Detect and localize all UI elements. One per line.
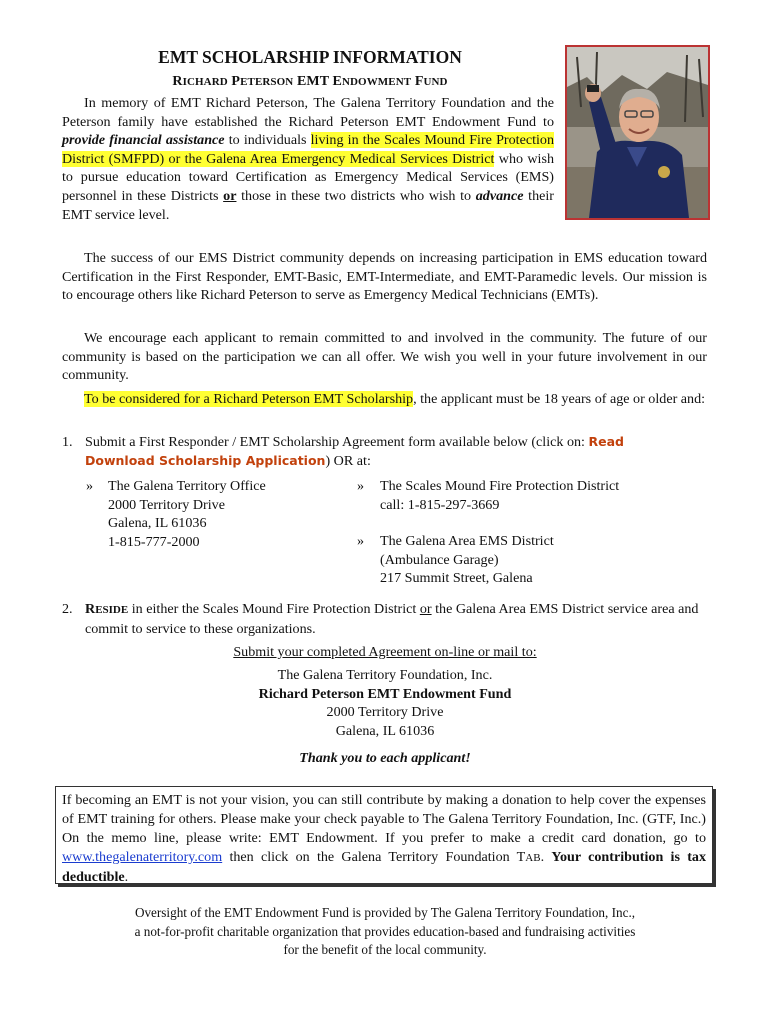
- website-link[interactable]: www.thegalenaterritory.com: [62, 849, 223, 865]
- item-1-text: Submit a First Responder / EMT Scholarship Agreement form available below (click on: Read Download Scholarship Application) OR at:: [85, 434, 624, 469]
- galena-territory-office-address: The Galena Territory Office 2000 Territory Drive Galena, IL 61036 1-815-777-2000: [108, 478, 266, 550]
- item-2-text: RESIDE in either the Scales Mound Fire Protection District or the Galena Area EMS District service area and commit to service to these organizations.: [85, 601, 699, 637]
- page-title: EMT SCHOLARSHIP INFORMATION: [158, 47, 462, 67]
- bullet-marker: »: [357, 533, 365, 549]
- richard-peterson-photo: [565, 45, 710, 220]
- eligibility-paragraph: To be considered for a Richard Peterson EMT Scholarship, the applicant must be 18 years of age or older and:: [84, 391, 706, 407]
- galena-ems-address: The Galena Area EMS District (Ambulance Garage) 217 Summit Street, Galena: [380, 533, 554, 587]
- thank-you-note: Thank you to each applicant!: [299, 750, 471, 766]
- submit-instruction: Submit your completed Agreement on-line or mail to:: [233, 644, 537, 660]
- read-link[interactable]: Read: [588, 434, 624, 449]
- item-2-number: 2.: [62, 601, 73, 617]
- community-paragraph: We encourage each applicant to remain committed to and involved in the community. The future of our community is based on the participation we can all offer. We wish you well in your future involvement in our community.: [62, 330, 707, 384]
- smfpd-contact: The Scales Mound Fire Protection District call: 1-815-297-3669: [380, 478, 620, 513]
- download-application-link[interactable]: Download Scholarship Application: [85, 452, 326, 468]
- page-subtitle: RICHARD PETERSON EMT ENDOWMENT FUND: [172, 74, 448, 89]
- item-1-number: 1.: [62, 434, 73, 450]
- donation-box: If becoming an EMT is not your vision, you can still contribute by making a donation to help cover the expenses of EMT training for others. Please make your check payable to The Galena Territory Foundation, Inc. (GTF, Inc.) On the memo line, please write: EMT Endowment. If you prefer to make a credit card donation, go to www.thegalenaterritory.com then click on the Galena Territory Foundation TAB. Your contribution is tax deductible.: [55, 786, 713, 884]
- mission-paragraph: The success of our EMS District community depends on increasing participation in EMS education toward Certification in the First Responder, EMT-Basic, EMT-Intermediate, and EMT-Paramedic levels. Our mission is to encourage others like Richard Peterson to serve as Emergency Medical Technicians (EMTs).: [62, 250, 707, 304]
- bullet-marker: »: [86, 478, 94, 494]
- intro-paragraph: In memory of EMT Richard Peterson, The Galena Territory Foundation and the Peterson family have established the Richard Peterson EMT Endowment Fund to provide financial assistance to individuals living in the Scales Mound Fire Protection District (SMFPD) or the Galena Area Emergency Medical Services District who wish to pursue education toward Certification as Emergency Medical Services (EMS) personnel in these Districts or those in these two districts who wish to advance their EMT service level.: [62, 95, 554, 223]
- oversight-footer: Oversight of the EMT Endowment Fund is provided by The Galena Territory Foundation, Inc., a not-for-profit charitable organization that provides education-based and fundraising activities for the benefit of the local community.: [134, 905, 636, 957]
- mailing-address: The Galena Territory Foundation, Inc. Richard Peterson EMT Endowment Fund 2000 Territory Drive Galena, IL 61036: [258, 667, 512, 739]
- bullet-marker: »: [357, 478, 365, 494]
